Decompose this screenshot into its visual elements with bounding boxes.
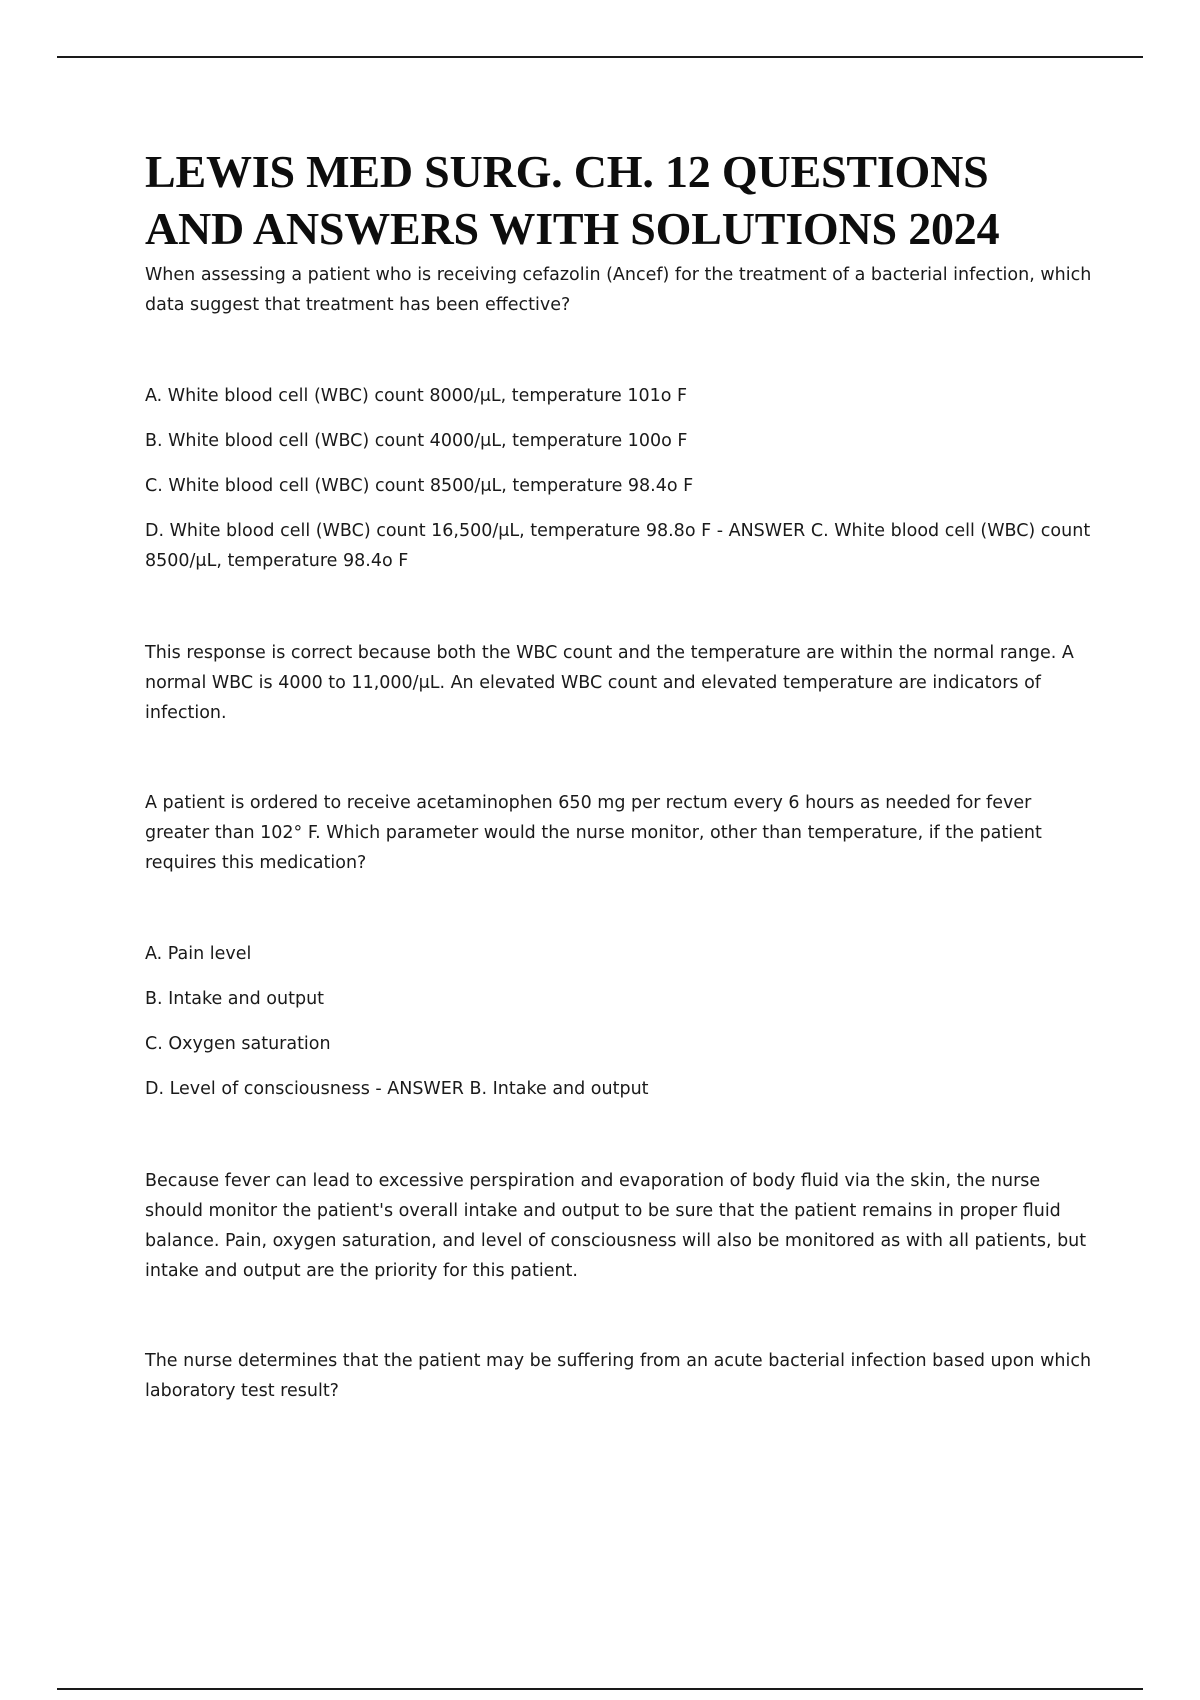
answer-options [145,381,1095,576]
option-c: C. Oxygen saturation [145,1034,331,1054]
option-d-with-answer: D. White blood cell (WBC) count 16,500/μL, temperature 98.8o F - ANSWER C. White blood cell (WBC) count 8500/μL, temperature 98.4o F [145,521,1091,571]
answer-explanation: This response is correct because both the WBC count and the temperature are within the normal range. A normal WBC is 4000 to 11,000/μL. An elevated WBC count and elevated temperature are indicators of infection. [145,643,1074,723]
option-c: C. White blood cell (WBC) count 8500/μL, temperature 98.4o F [145,476,694,496]
option-b: B. Intake and output [145,989,325,1009]
bottom-divider [57,1688,1143,1690]
question-prompt: A patient is ordered to receive acetaminophen 650 mg per rectum every 6 hours as needed for fever greater than 102° F. Which parameter would the nurse monitor, other than temperature, if the patient requires this medication? [145,793,1042,873]
question-prompt: When assessing a patient who is receiving cefazolin (Ancef) for the treatment of a bacterial infection, which data suggest that treatment has been effective? [145,265,1092,315]
top-divider [57,56,1143,58]
question-block-2 [145,788,1095,1286]
question-block-3 [145,1346,1095,1406]
option-a: A. White blood cell (WBC) count 8000/μL, temperature 101o F [145,386,688,406]
document-content [145,143,1095,1406]
document-title: LEWIS MED SURG. CH. 12 QUESTIONS AND ANSWERS WITH SOLUTIONS 2024 [145,146,1000,254]
answer-explanation: Because fever can lead to excessive perspiration and evaporation of body fluid via the skin, the nurse should monitor the patient's overall intake and output to be sure that the patient remains in proper fluid balance. Pain, oxygen saturation, and level of consciousness will also be monitored as with all patients, but intake and output are the priority for this patient. [145,1171,1087,1281]
question-block-1 [145,260,1095,728]
question-prompt: The nurse determines that the patient may be suffering from an acute bacterial infection based upon which laboratory test result? [145,1351,1092,1401]
answer-options [145,939,1095,1104]
option-a: A. Pain level [145,944,252,964]
option-d-with-answer: D. Level of consciousness - ANSWER B. Intake and output [145,1079,649,1099]
option-b: B. White blood cell (WBC) count 4000/μL, temperature 100o F [145,431,688,451]
